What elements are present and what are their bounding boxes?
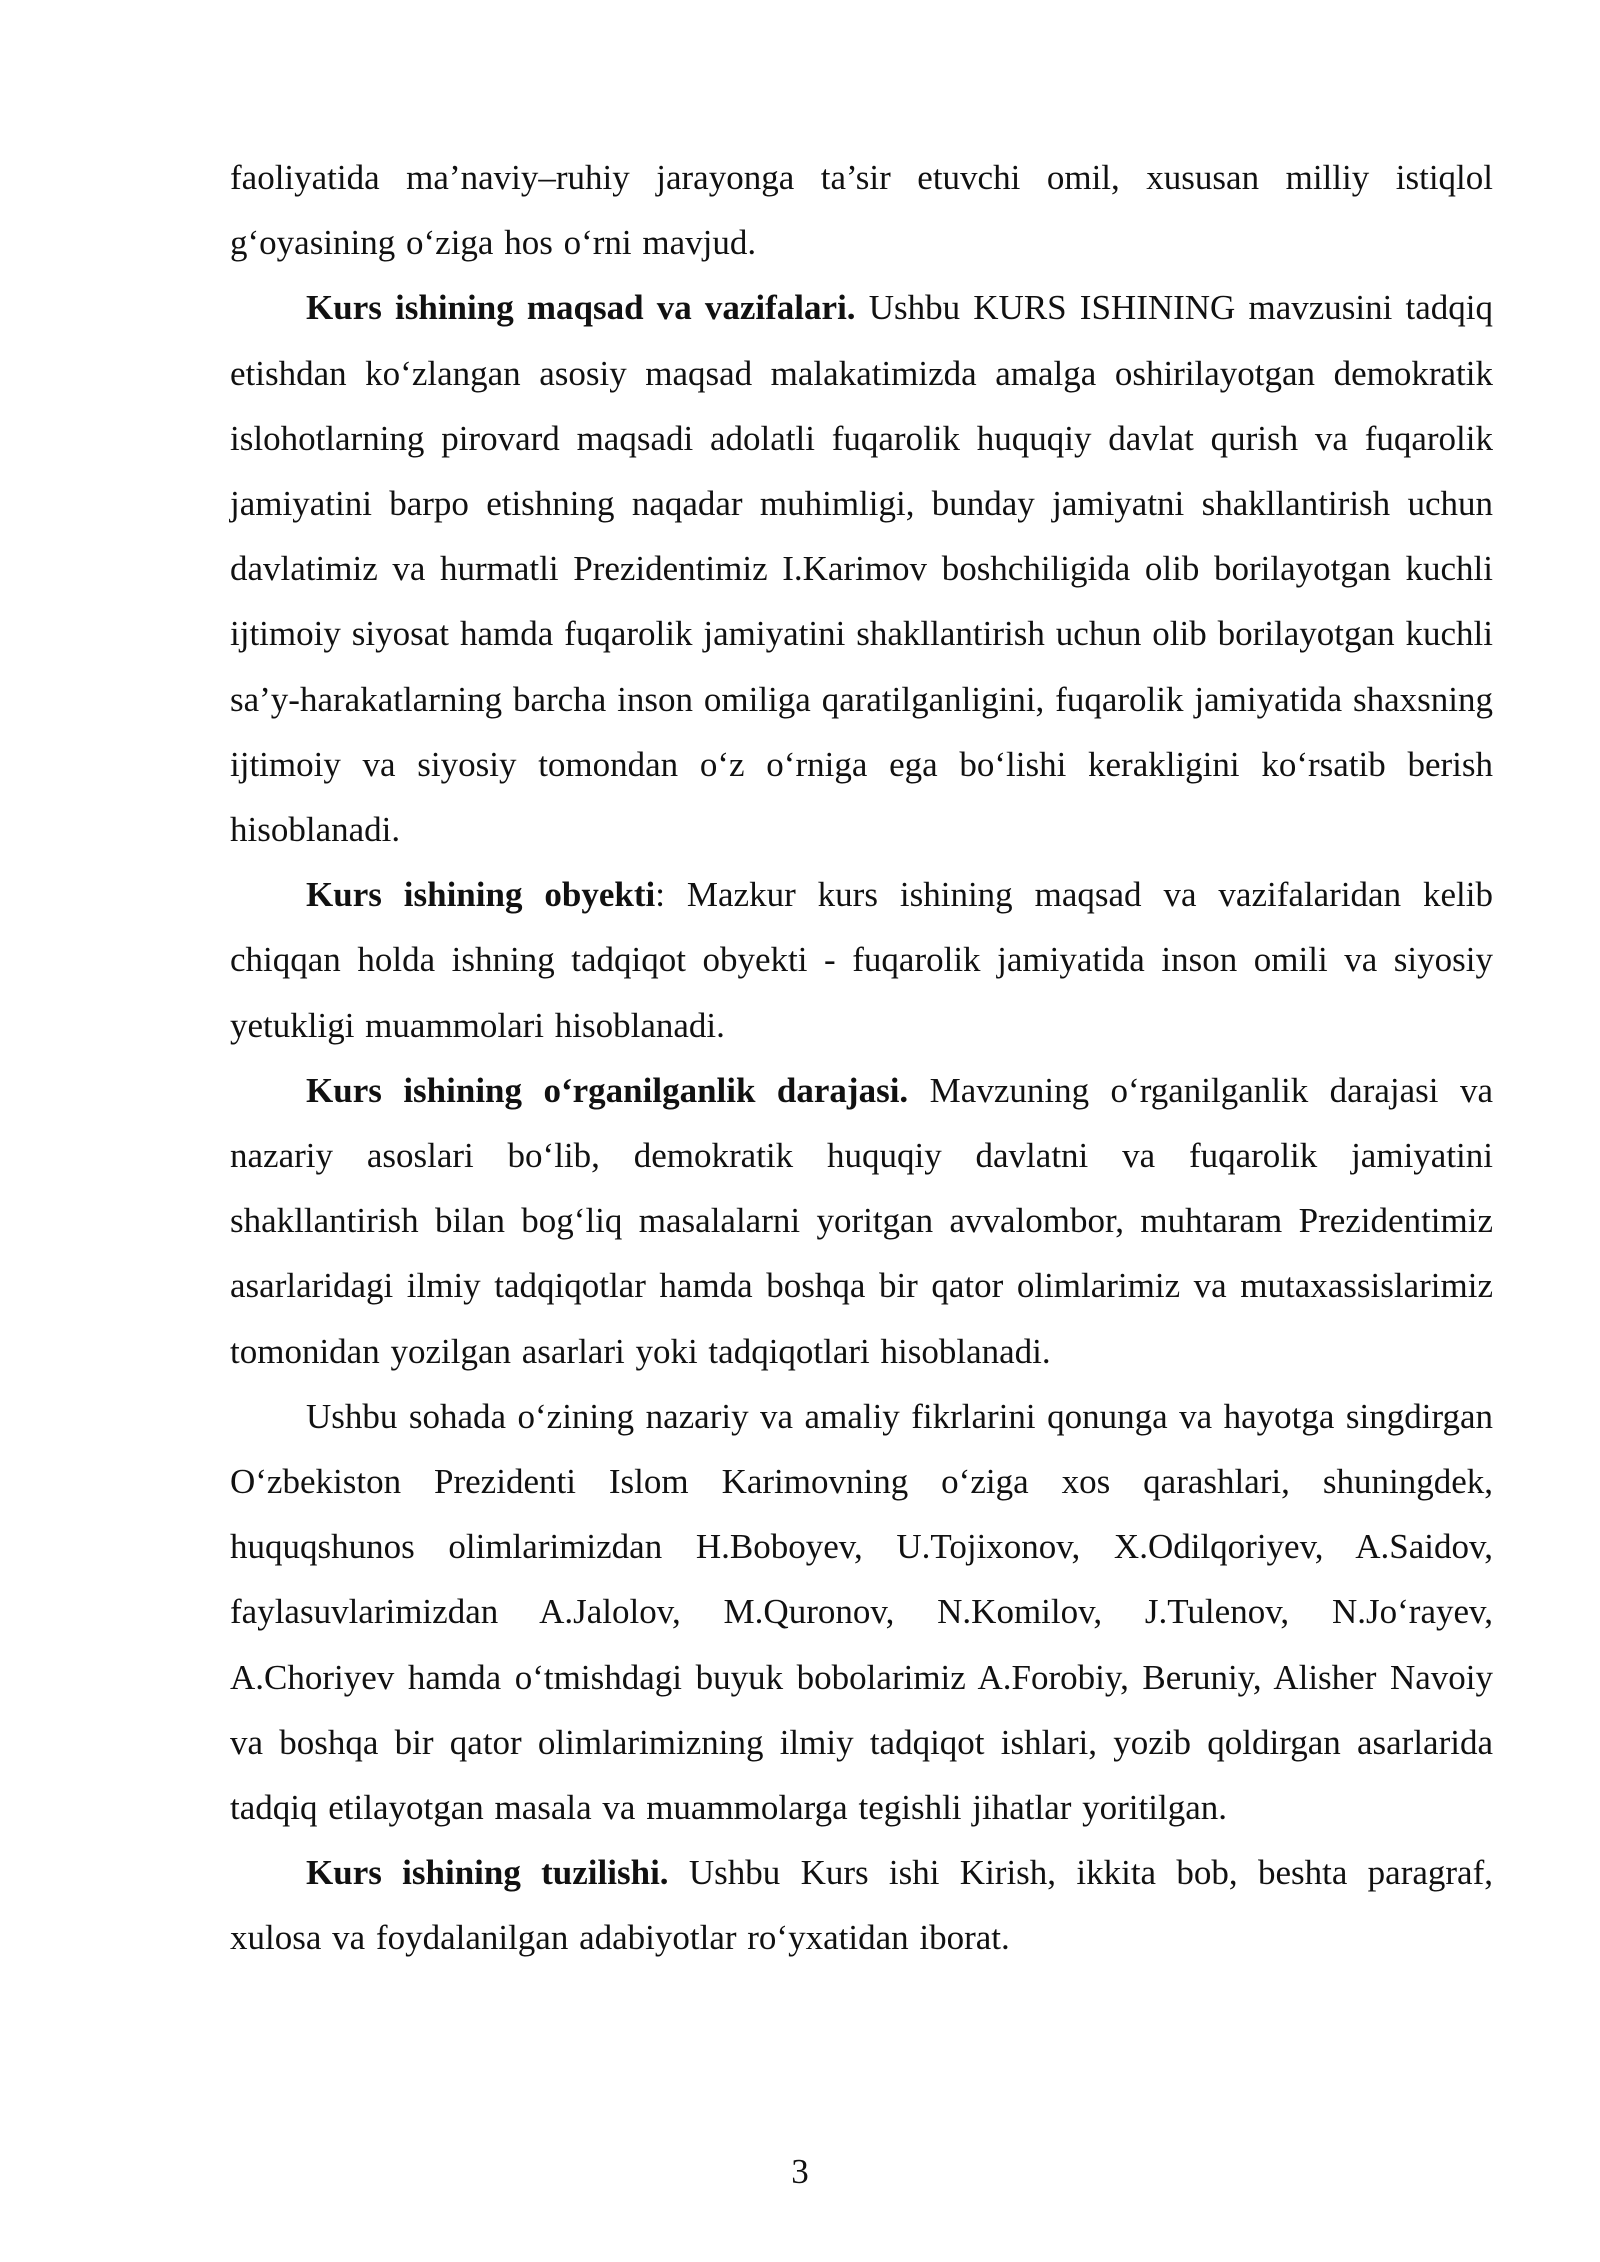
document-page	[230, 145, 1493, 1971]
paragraph-text: Mavzuning o‘rganilganlik darajasi va nazariy asoslari bo‘lib, demokratik huquqiy davlatni va fuqarolik jamiyatini shakllantirish bilan bog‘liq masalalarni yoritgan avvalombor, muhtaram Prezidentimiz asarlaridagi ilmiy tadqiqotlar hamda boshqa bir qator olimlarimiz va mutaxassislarimiz tomonidan yozilgan asarlari yoki tadqiqotlari hisoblanadi.	[230, 1070, 1493, 1371]
paragraph-aims-and-tasks	[230, 275, 1493, 862]
paragraph-text: Ushbu KURS ISHINING mavzusini tadqiq etishdan ko‘zlangan asosiy maqsad malakatimizda amalga oshirilayotgan demokratik islohotlarning pirovard maqsadi adolatli fuqarolik huquqiy davlat qurish va fuqarolik jamiyatini barpo etishning naqadar muhimligi, bunday jamiyatni shakllantirish uchun davlatimiz va hurmatli Prezidentimiz I.Karimov boshchiligida olib borilayotgan kuchli ijtimoiy siyosat hamda fuqarolik jamiyatini shakllantirish uchun olib borilayotgan kuchli sa’y-harakatlarning barcha inson omiliga qaratilganligini, fuqarolik jamiyatida shaxsning ijtimoiy va siyosiy tomondan o‘z o‘rniga ega bo‘lishi kerakligini ko‘rsatib berish hisoblanadi.	[230, 288, 1494, 850]
paragraph-scholars	[230, 1384, 1493, 1840]
paragraph-text: Ushbu Kurs ishi Kirish, ikkita bob, beshta paragraf, xulosa va foydalanilgan adabiyotlar ro‘yxatidan iborat.	[230, 1853, 1493, 1958]
section-heading: Kurs ishining maqsad va vazifalari.	[306, 288, 856, 328]
page-number: 3	[791, 2152, 809, 2191]
paragraph-structure	[230, 1840, 1493, 1970]
paragraph-degree-of-study	[230, 1058, 1493, 1384]
paragraph-intro-continuation	[230, 145, 1493, 275]
paragraph-text: Ushbu sohada o‘zining nazariy va amaliy fikrlarini qonunga va hayotga singdirgan O‘zbekiston Prezidenti Islom Karimovning o‘ziga xos qarashlari, shuningdek, huquqshunos olimlarimizdan H.Boboyev, U.Tojixonov, X.Odilqoriyev, A.Saidov, faylasuvlarimizdan A.Jalolov, M.Quronov, N.Komilov, J.Tulenov, N.Jo‘rayev, A.Choriyev hamda o‘tmishdagi buyuk bobolarimiz A.Forobiy, Beruniy, Alisher Navoiy va boshqa bir qator olimlarimizning ilmiy tadqiqot ishlari, yozib qoldirgan asarlarida tadqiq etilayotgan masala va muammolarga tegishli jihatlar yoritilgan.	[230, 1396, 1493, 1828]
section-heading: Kurs ishining o‘rganilganlik darajasi.	[306, 1070, 909, 1110]
paragraph-object	[230, 862, 1493, 1058]
paragraph-text: : Mazkur kurs ishining maqsad va vazifalaridan kelib chiqqan holda ishning tadqiqot obyekti - fuqarolik jamiyatida inson omili va siyosiy yetukligi muammolari hisoblanadi.	[230, 875, 1493, 1045]
section-heading: Kurs ishining obyekti	[306, 875, 656, 915]
paragraph-text: faoliyatida ma’naviy–ruhiy jarayonga ta’sir etuvchi omil, xususan milliy istiqlol g‘oyasining o‘ziga hos o‘rni mavjud.	[230, 158, 1493, 263]
section-heading: Kurs ishining tuzilishi.	[306, 1853, 669, 1893]
